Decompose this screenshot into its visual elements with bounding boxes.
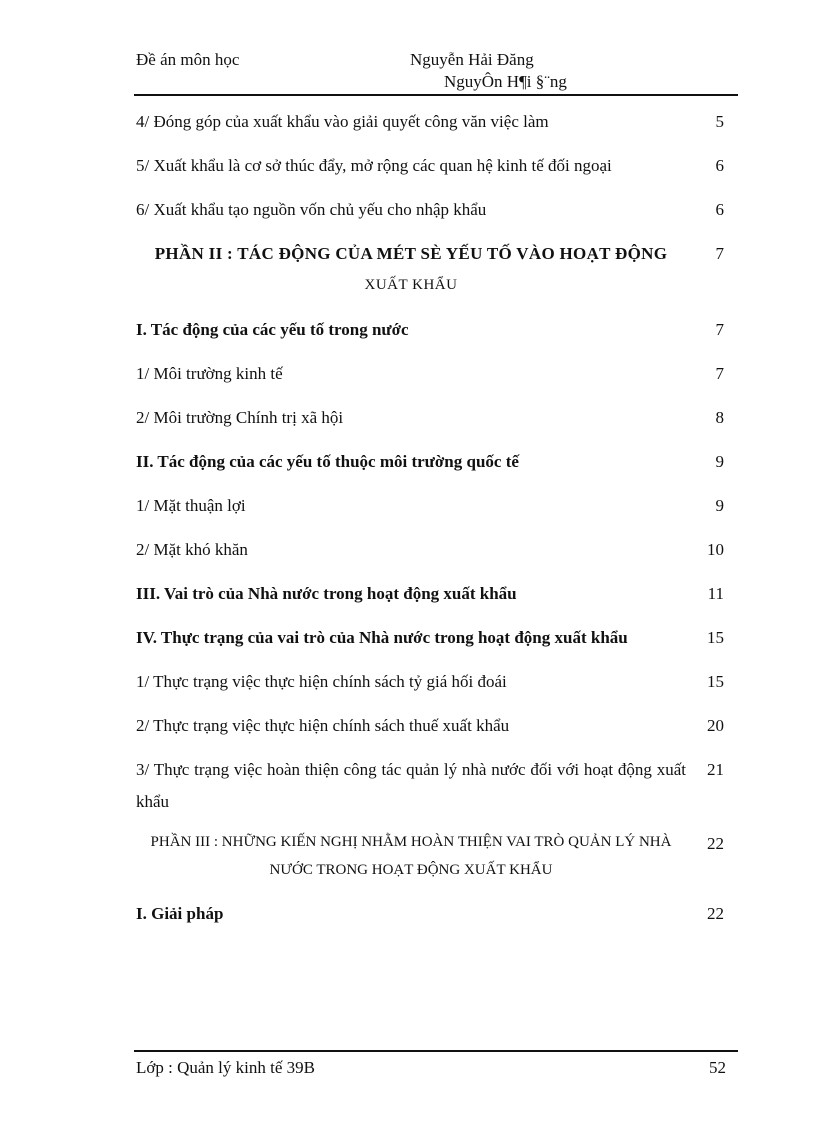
- toc-entry: [136, 666, 736, 698]
- toc-entry-page: 15: [707, 628, 724, 647]
- toc-entry: [136, 898, 736, 930]
- toc-entry-title: 2/ Môi trường Chính trị xã hội: [136, 408, 344, 427]
- toc-entry-title: 5/ Xuất khẩu là cơ sở thúc đẩy, mở rộng các quan hệ kinh tế đối ngoại: [136, 156, 612, 175]
- toc-entry-title: 2/ Thực trạng việc thực hiện chính sách thuế xuất khẩu: [136, 716, 510, 735]
- toc-entry-page: 10: [707, 540, 724, 559]
- toc-part-heading: [136, 238, 736, 270]
- footer-class-label: Lớp : Quản lý kinh tế 39B: [136, 1058, 315, 1077]
- toc-entry-title: III. Vai trò của Nhà nước trong hoạt động xuất khẩu: [136, 584, 517, 603]
- toc-entry: [136, 106, 736, 138]
- header-author-garbled: NguyÔn H¶i §¨ng: [444, 72, 567, 91]
- toc-entry-title: I. Giải pháp: [136, 904, 224, 923]
- toc-entry-page: 21: [707, 760, 724, 779]
- toc-entry-page: 11: [707, 584, 724, 603]
- toc-entry: [136, 446, 736, 478]
- toc-entry-page: 6: [715, 156, 724, 175]
- footer-rule: [134, 1050, 738, 1052]
- toc-entry: [136, 578, 736, 610]
- toc-entry-title: 6/ Xuất khẩu tạo nguồn vốn chủ yếu cho nhập khẩu: [136, 200, 487, 219]
- toc-entry-title: 2/ Mặt khó khăn: [136, 540, 248, 559]
- toc-entry-title: 1/ Thực trạng việc thực hiện chính sách tỷ giá hối đoái: [136, 672, 507, 691]
- footer-page-number: 52: [709, 1058, 726, 1077]
- toc-entry: [136, 402, 736, 434]
- header-author: Nguyễn Hải Đăng: [410, 50, 534, 69]
- toc-entry-title: 1/ Môi trường kinh tế: [136, 364, 283, 383]
- toc-entry: [136, 194, 736, 226]
- toc-entry: [136, 150, 736, 182]
- toc-entry-page: 5: [715, 112, 724, 131]
- toc-part-heading: [136, 828, 736, 884]
- toc-entry-page: 8: [715, 408, 724, 427]
- toc-entry-page: 7: [715, 364, 724, 383]
- toc-entry-page: 22: [707, 904, 724, 923]
- toc-entry-title: IV. Thực trạng của vai trò của Nhà nước trong hoạt động xuất khẩu: [136, 628, 628, 647]
- toc-entry-page: 7: [715, 320, 724, 339]
- toc-entry-title: 3/ Thực trạng việc hoàn thiện công tác quản lý nhà nước đối với hoạt động xuất khẩu: [136, 760, 686, 811]
- toc-entry: [136, 710, 736, 742]
- toc-entry-page: 15: [707, 672, 724, 691]
- toc-part-title: PHẦN II : TÁC ĐỘNG CỦA MÉT SÈ YẾU TỐ VÀO HOẠT ĐỘNG: [154, 244, 668, 263]
- toc-entry: [136, 358, 736, 390]
- toc-entry: [136, 754, 736, 818]
- toc-entry-page: 6: [715, 200, 724, 219]
- toc-entry-title: II. Tác động của các yếu tố thuộc môi trường quốc tế: [136, 452, 519, 471]
- toc-entry-page: 20: [707, 716, 724, 735]
- toc-entry-page: 9: [715, 452, 724, 471]
- toc-entry-page: 22: [707, 834, 724, 853]
- toc-entry-page: 7: [715, 244, 724, 263]
- toc-part-title: PHẦN III : NHỮNG KIẾN NGHỊ NHẰM HOÀN THIỆN VAI TRÒ QUẢN LÝ NHÀ NƯỚC TRONG HOẠT ĐỘNG XUẤT KHẨU: [150, 834, 672, 878]
- toc-entry: [136, 622, 736, 654]
- toc-entry-title: I. Tác động của các yếu tố trong nước: [136, 320, 409, 339]
- toc-entry-title: 4/ Đóng góp của xuất khẩu vào giải quyết công văn việc làm: [136, 112, 549, 131]
- toc-part-subtitle: XUẤT KHẨU: [364, 277, 458, 293]
- table-of-contents: [136, 104, 736, 930]
- header-rule: [134, 94, 738, 96]
- header-course-label: Đề án môn học: [136, 50, 240, 69]
- toc-entry: [136, 534, 736, 566]
- toc-entry: [136, 490, 736, 522]
- toc-entry: [136, 314, 736, 346]
- toc-entry-page: 9: [715, 496, 724, 515]
- toc-entry-title: 1/ Mặt thuận lợi: [136, 496, 246, 515]
